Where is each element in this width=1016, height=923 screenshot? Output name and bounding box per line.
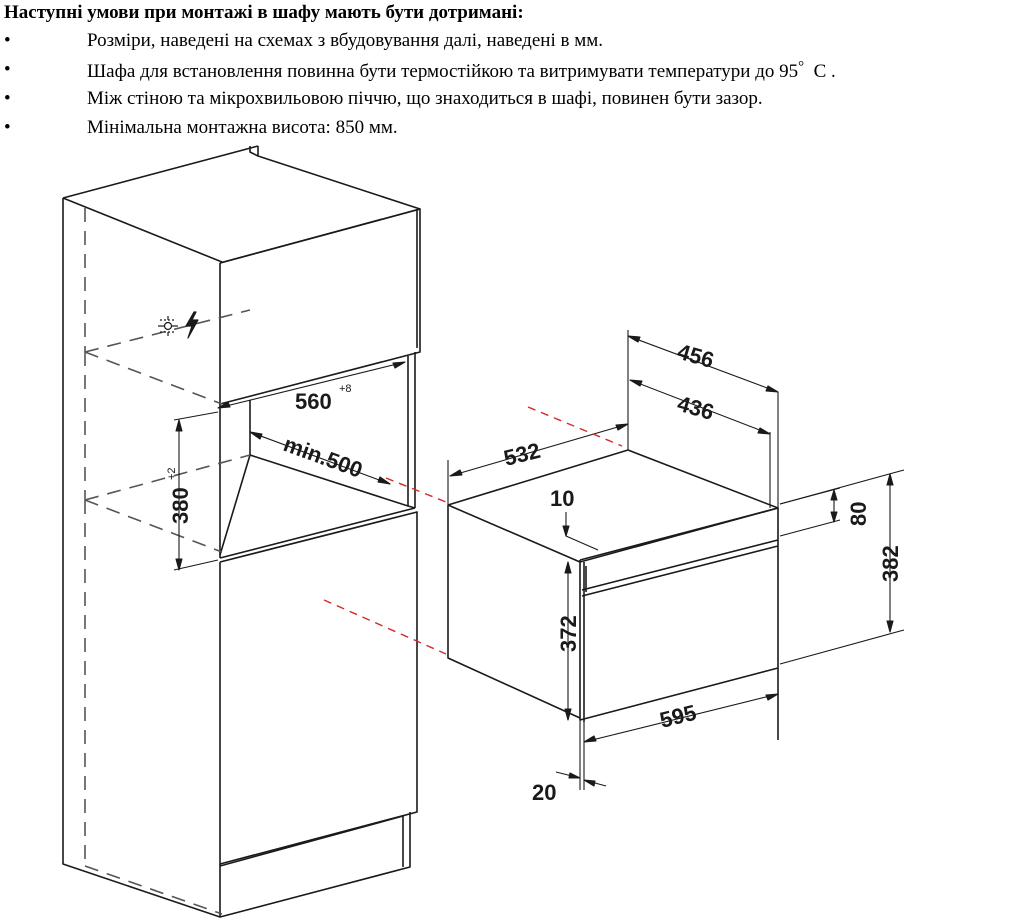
microwave-front xyxy=(580,508,778,720)
bullet-mark: • xyxy=(4,59,11,80)
microwave-top xyxy=(448,450,778,562)
dim-436: 436 xyxy=(674,390,717,425)
dim-cabinet-height-tolerance: +2 xyxy=(166,467,178,480)
microwave-side xyxy=(448,505,580,718)
list-item-text: Шафа для встановлення повинна бути термостійкою та витримувати температури до 95 xyxy=(87,61,799,82)
niche-right-edge xyxy=(408,356,415,508)
degree-sign: ° xyxy=(798,59,805,75)
list-item-text: Між стіною та мікрохвильовою піччю, що знаходиться в шафі, повинен бути зазор. xyxy=(87,88,763,109)
upper-compartment xyxy=(220,209,420,404)
lower-door xyxy=(220,512,417,864)
dim-456: 456 xyxy=(674,338,717,373)
bullet-mark: • xyxy=(4,30,11,51)
dim-10: 10 xyxy=(550,486,575,511)
tall-cabinet xyxy=(63,146,420,917)
dim-532: 532 xyxy=(501,437,543,471)
electric-outlet-lightning-icon xyxy=(158,312,198,338)
temperature-unit: С . xyxy=(813,61,836,82)
bullet-mark: • xyxy=(4,88,11,109)
dim-cabinet-width-tolerance: +8 xyxy=(339,383,352,395)
dim-372: 372 xyxy=(556,615,581,652)
dim-20: 20 xyxy=(532,780,557,805)
section-heading: Наступні умови при монтажі в шафу мають бути дотримані: xyxy=(4,2,524,23)
cabinet-left-side xyxy=(63,198,220,917)
dim-80: 80 xyxy=(846,501,871,526)
bullet-mark: • xyxy=(4,117,11,138)
dim-cabinet-depth: min.500 xyxy=(280,431,366,483)
cabinet-top-front-edge xyxy=(63,198,222,262)
niche-bottom-front xyxy=(220,508,415,558)
cabinet-plinth xyxy=(220,812,410,917)
dim-cabinet-width: 560 xyxy=(295,389,332,414)
list-item-text: Мінімальна монтажна висота: 850 мм. xyxy=(87,117,398,138)
list-item-text: Розміри, наведені на схемах з вбудовування далі, наведені в мм. xyxy=(87,30,603,51)
microwave-unit xyxy=(448,450,778,740)
dim-cabinet-height: 380 xyxy=(168,487,193,524)
cabinet-top-back-edge xyxy=(63,146,258,198)
niche-floor xyxy=(220,455,408,555)
dim-595: 595 xyxy=(657,699,699,733)
door-top-edge xyxy=(582,540,778,590)
dim-382: 382 xyxy=(878,545,903,582)
